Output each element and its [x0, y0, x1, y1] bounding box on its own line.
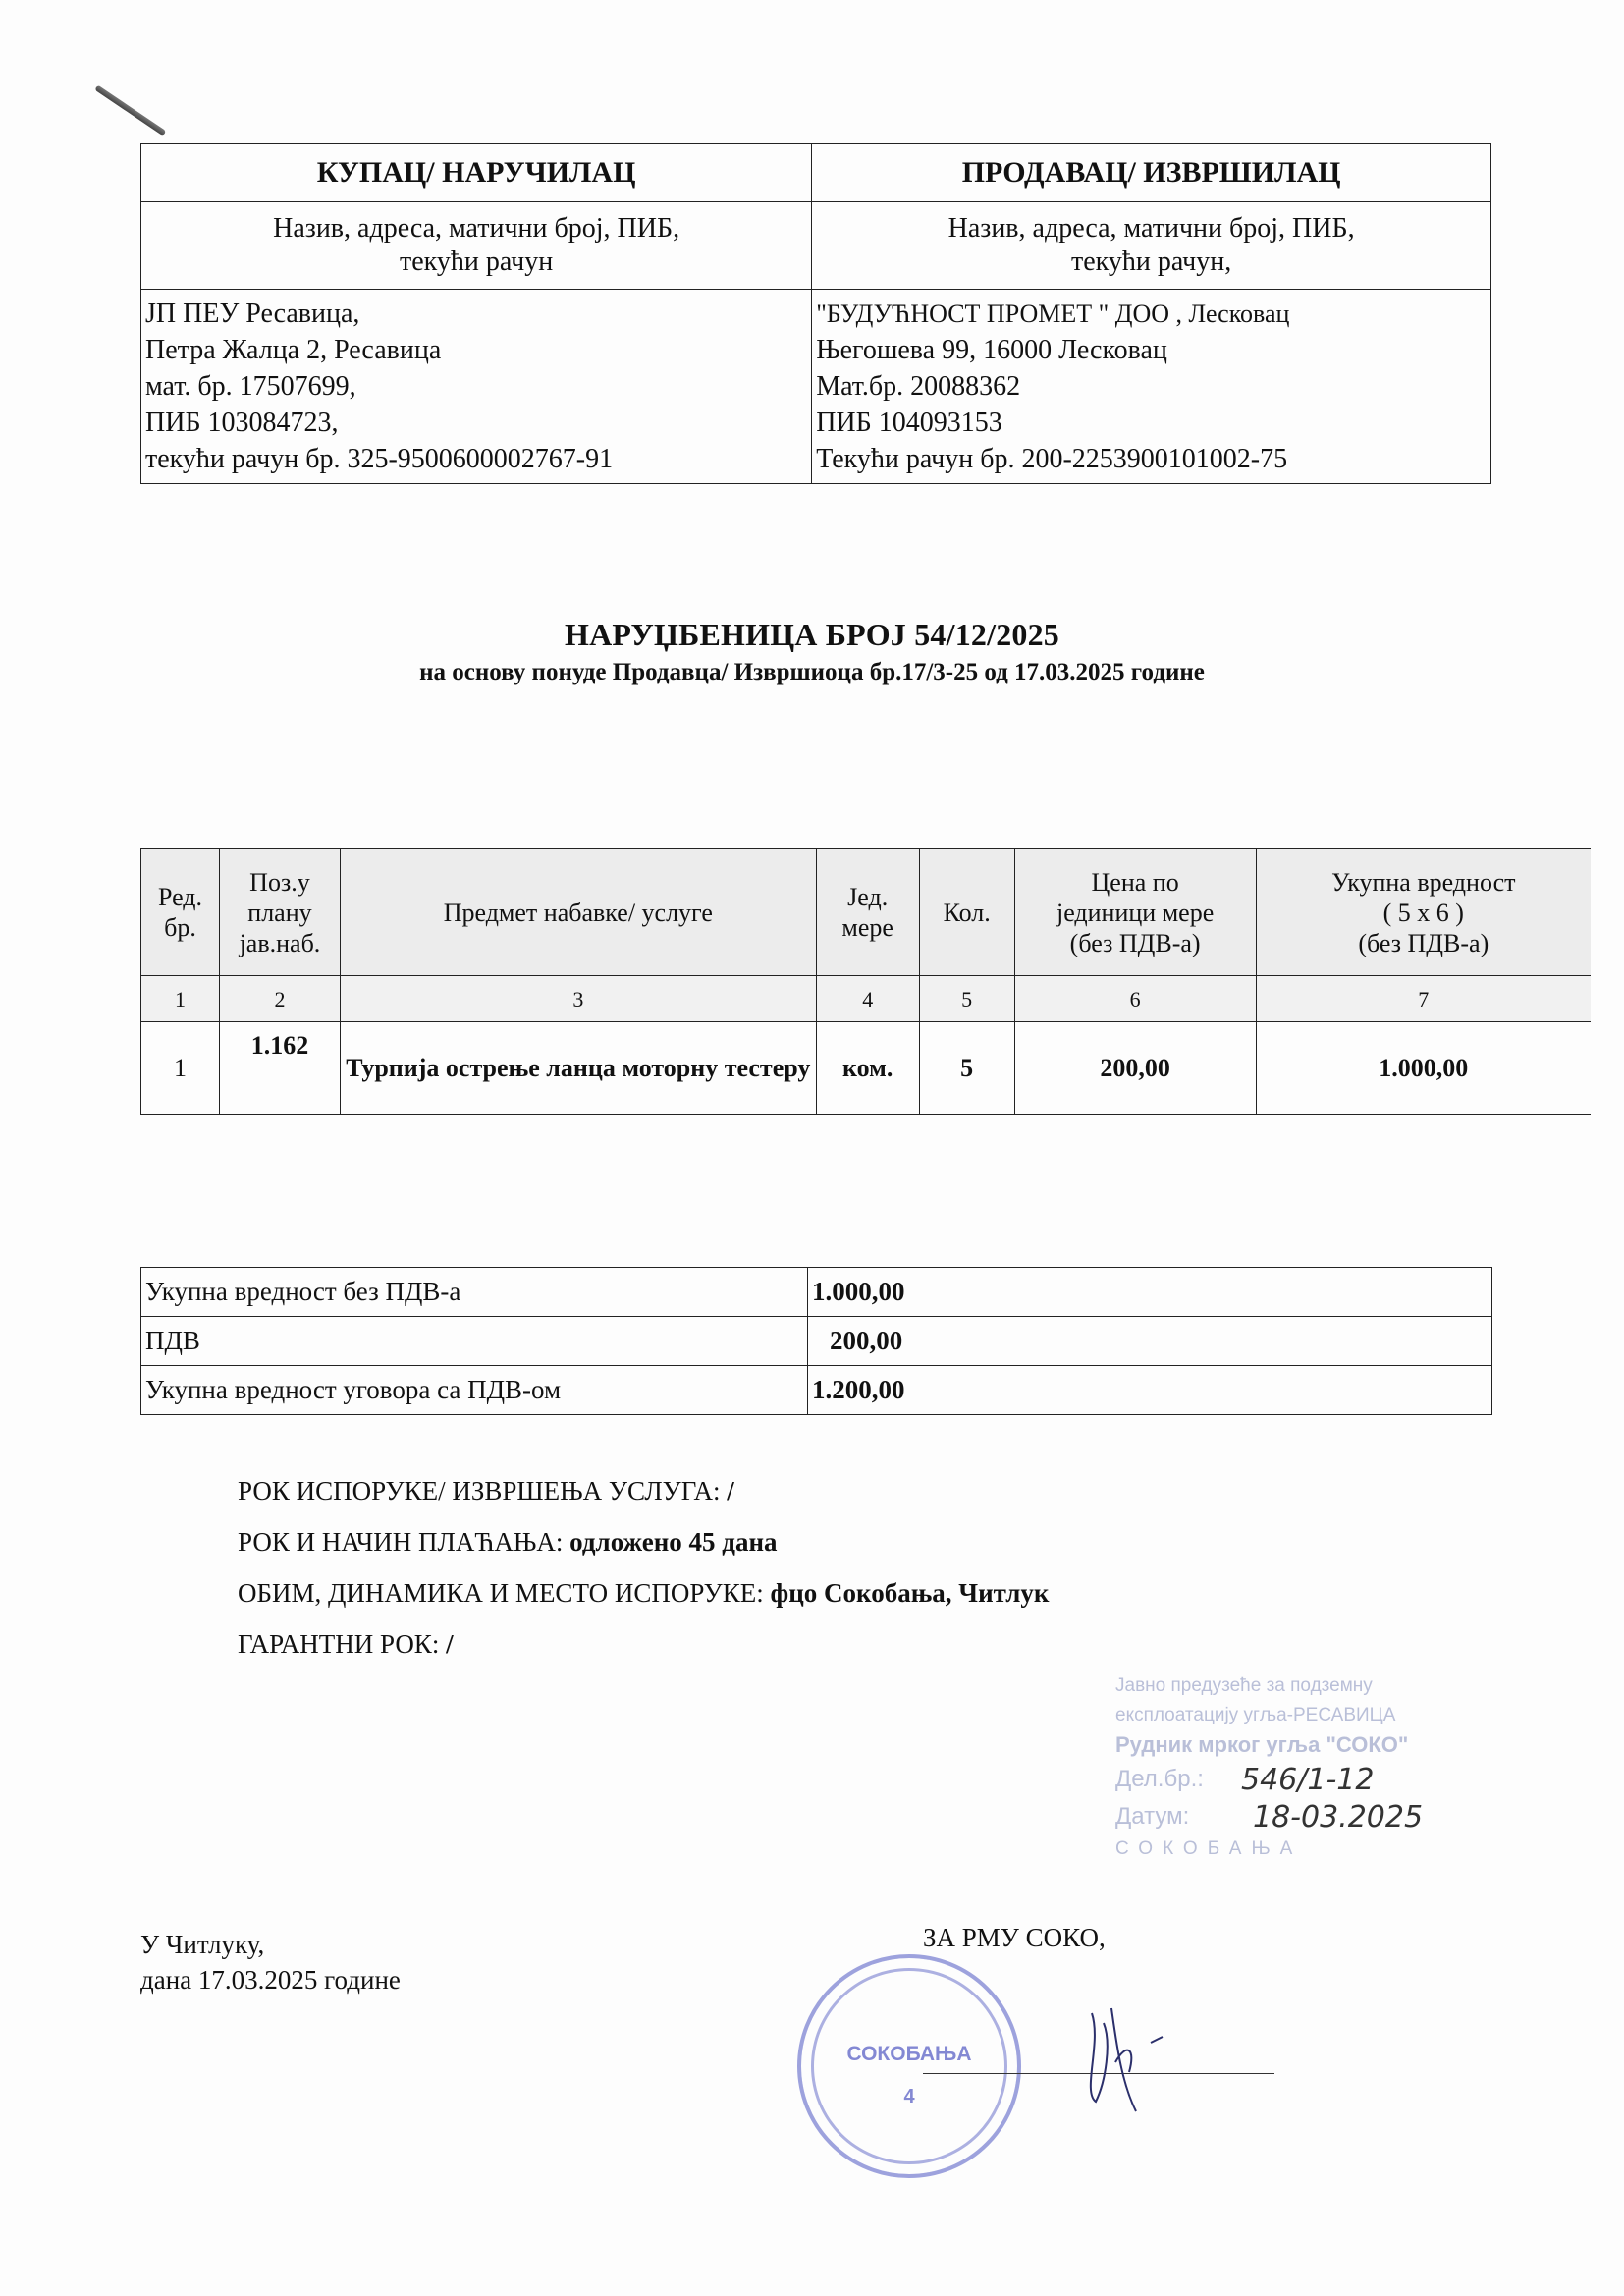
buyer-address: Петра Жалца 2, Ресавица: [145, 335, 442, 365]
col-header-item: Предмет набавке/ услуге: [340, 849, 816, 976]
buyer-details: [141, 290, 812, 484]
order-title: НАРУЏБЕНИЦА БРОЈ 54/12/2025: [565, 617, 1059, 652]
totals-row-net: [141, 1268, 1492, 1317]
row-item-description: Турпија острење ланца моторну тестеру: [340, 1022, 816, 1115]
column-number: 1: [141, 976, 220, 1022]
buyer-reg-number: мат. бр. 17507699,: [145, 371, 356, 402]
seller-address: Његошева 99, 16000 Лесковац: [816, 335, 1167, 365]
seller-subheading-line1: Назив, адреса, матични број, ПИБ,: [947, 213, 1355, 244]
handwritten-reg-number: 546/1-12: [1241, 1763, 1375, 1797]
total-gross-value: 1.200,00: [808, 1366, 1492, 1415]
seller-subheading: [812, 202, 1491, 290]
seller-heading: ПРОДАВАЦ/ ИЗВРШИЛАЦ: [812, 144, 1491, 202]
seller-details: [812, 290, 1491, 484]
buyer-subheading: [141, 202, 812, 290]
column-number: 5: [919, 976, 1014, 1022]
buyer-bank-account: текући рачун бр. 325-9500600002767-91: [145, 444, 614, 474]
seal-number: 4: [903, 2086, 915, 2107]
registration-stamp: [1115, 1671, 1489, 1864]
handwritten-reg-date: 18-03.2025: [1253, 1800, 1424, 1834]
row-unit: ком.: [816, 1022, 919, 1115]
company-seal: [797, 1954, 1021, 2178]
column-number: 2: [219, 976, 340, 1022]
column-number: 4: [816, 976, 919, 1022]
stamp-line: Рудник мрког угља "СОКО": [1115, 1732, 1409, 1757]
buyer-subheading-line1: Назив, адреса, матични број, ПИБ,: [273, 213, 680, 244]
stamp-line: Јавно предузеће за подземну: [1115, 1675, 1373, 1696]
signature-icon: [1082, 2003, 1170, 2121]
items-header-row: [141, 849, 1592, 976]
place-label: У Читлуку,: [140, 1930, 265, 1959]
totals-row-vat: [141, 1317, 1492, 1366]
total-gross-label: Укупна вредност уговора са ПДВ-ом: [141, 1366, 808, 1415]
terms-section: [238, 1465, 1049, 1669]
row-quantity: 5: [919, 1022, 1014, 1115]
vat-label: ПДВ: [141, 1317, 808, 1366]
scan-pen-mark: [94, 85, 166, 137]
seal-city: СОКОБАЊА: [846, 2043, 972, 2065]
seller-bank-account: Текући рачун бр. 200-2253900101002-75: [816, 444, 1288, 474]
buyer-tax-id: ПИБ 103084723,: [145, 408, 339, 438]
row-no: 1: [141, 1022, 220, 1115]
buyer-subheading-line2: текући рачун: [399, 246, 554, 277]
issue-date: дана 17.03.2025 године: [140, 1965, 401, 1995]
seller-name: "БУДУЋНОСТ ПРОМЕТ " ДОО , Лесковац: [816, 300, 1290, 328]
stamp-number-label: Дел.бр.:: [1115, 1766, 1204, 1792]
col-header-unit: Јед. мере: [816, 849, 919, 976]
buyer-name: ЈП ПЕУ Ресавица,: [145, 299, 360, 329]
totals-row-gross: [141, 1366, 1492, 1415]
totals-table: [140, 1267, 1492, 1415]
col-header-no: Ред. бр.: [141, 849, 220, 976]
seller-tax-id: ПИБ 104093153: [816, 408, 1002, 438]
term-warranty: ГАРАНТНИ РОК: /: [238, 1629, 454, 1659]
order-title-block: [0, 617, 1624, 686]
seller-subheading-line2: текући рачун,: [1070, 246, 1232, 277]
col-header-plan-position: Поз.у плану јав.наб.: [219, 849, 340, 976]
seller-reg-number: Мат.бр. 20088362: [816, 371, 1021, 402]
col-header-unit-price: Цена по јединици мере (без ПДВ-а): [1014, 849, 1256, 976]
place-date: [140, 1927, 401, 1997]
stamp-date-label: Датум:: [1115, 1803, 1190, 1830]
term-payment: РОК И НАЧИН ПЛАЋАЊА: одложено 45 дана: [238, 1527, 778, 1557]
column-number: 6: [1014, 976, 1256, 1022]
total-net-value: 1.000,00: [808, 1268, 1492, 1317]
row-total: 1.000,00: [1256, 1022, 1591, 1115]
vat-value: 200,00: [808, 1317, 1492, 1366]
total-net-label: Укупна вредност без ПДВ-а: [141, 1268, 808, 1317]
signatory-label: ЗА РМУ СОКО,: [923, 1923, 1106, 1952]
col-header-total: Укупна вредност ( 5 x 6 ) (без ПДВ-а): [1256, 849, 1591, 976]
column-number-row: [141, 976, 1592, 1022]
buyer-heading: КУПАЦ/ НАРУЧИЛАЦ: [141, 144, 812, 202]
stamp-line: експлоатацију угља-РЕСАВИЦА: [1115, 1705, 1396, 1725]
order-subtitle: на основу понуде Продавца/ Извршиоца бр.17/3-25 од 17.03.2025 године: [419, 659, 1205, 685]
stamp-city: СОКОБАЊА: [1115, 1838, 1303, 1859]
column-number: 3: [340, 976, 816, 1022]
term-delivery-place: ОБИМ, ДИНАМИКА И МЕСТО ИСПОРУКЕ: фцо Сокобања, Читлук: [238, 1578, 1050, 1608]
col-header-qty: Кол.: [919, 849, 1014, 976]
row-unit-price: 200,00: [1014, 1022, 1256, 1115]
items-table: [140, 848, 1591, 1115]
row-plan-position: 1.162: [219, 1022, 340, 1115]
term-delivery: РОК ИСПОРУКЕ/ ИЗВРШЕЊА УСЛУГА: /: [238, 1476, 734, 1505]
table-row: [141, 1022, 1592, 1115]
column-number: 7: [1256, 976, 1591, 1022]
parties-table: [140, 143, 1491, 484]
